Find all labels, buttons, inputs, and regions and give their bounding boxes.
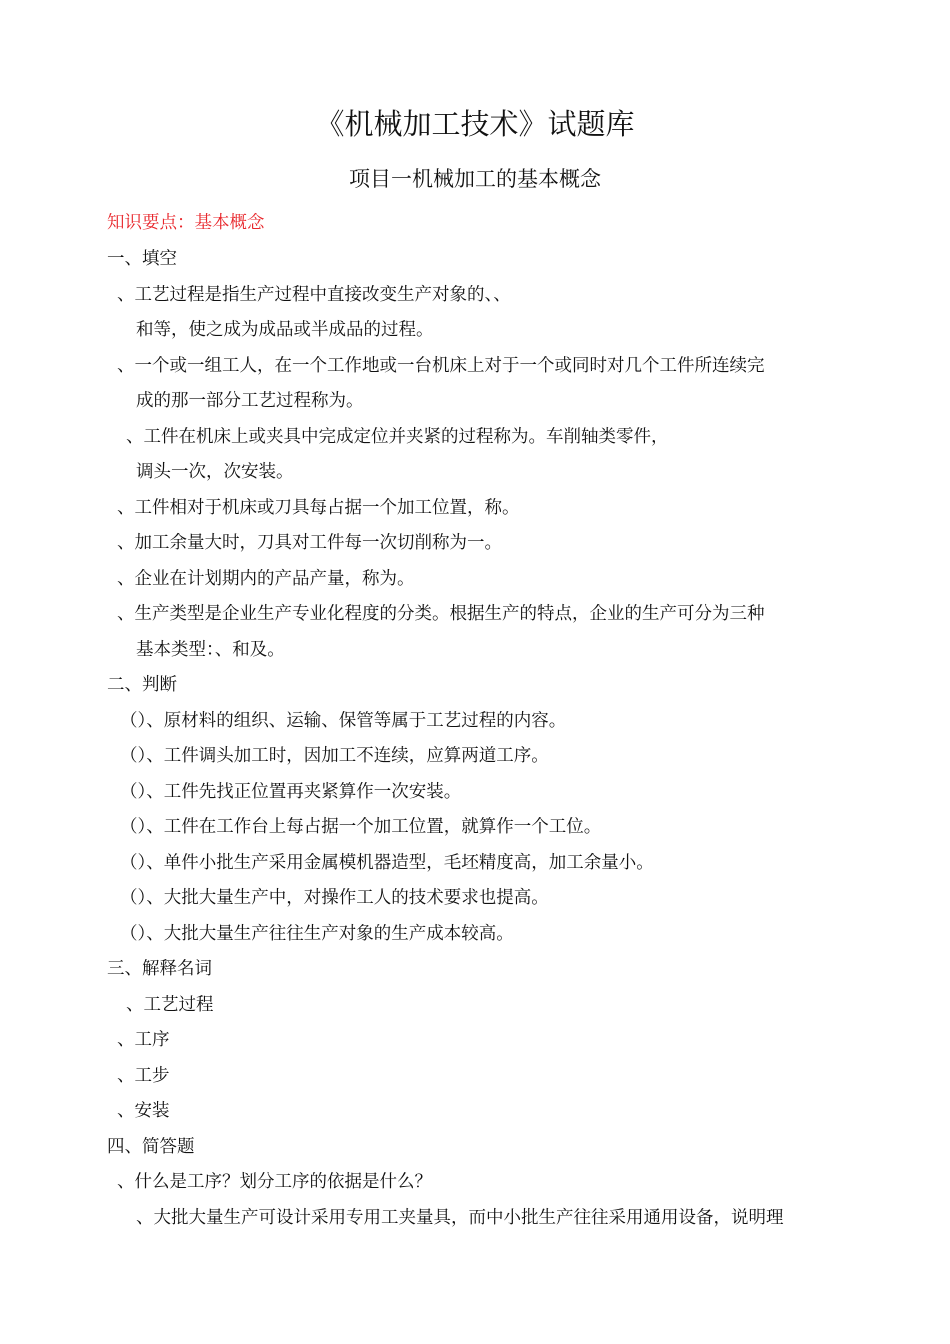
term-item: 、工艺过程 — [126, 995, 214, 1015]
term-item: 、安装 — [117, 1101, 170, 1121]
judgement-item: （）、工件调头加工时，因加工不连续，应算两道工序。 — [120, 746, 549, 766]
fill-question-1-line-2: 和等，使之成为成品或半成品的过程。 — [136, 320, 434, 340]
judgement-item: （）、原材料的组织、运输、保管等属于工艺过程的内容。 — [120, 711, 567, 731]
section-heading-terms: 三、解释名词 — [107, 959, 212, 979]
knowledge-point: 知识要点：基本概念 — [107, 213, 265, 233]
fill-question-4: 、工件相对于机床或刀具每占据一个加工位置，称。 — [117, 498, 520, 518]
fill-question-7-line-1: 、生产类型是企业生产专业化程度的分类。根据生产的特点，企业的生产可分为三种 — [117, 604, 765, 624]
document-title: 《机械加工技术》试题库 — [315, 107, 635, 141]
fill-question-3-line-1: 、工件在机床上或夹具中完成定位并夹紧的过程称为。车削轴类零件， — [126, 427, 669, 447]
section-heading-judgement: 二、判断 — [107, 675, 177, 695]
term-item: 、工序 — [117, 1030, 170, 1050]
fill-question-6: 、企业在计划期内的产品产量，称为。 — [117, 569, 415, 589]
term-item: 、工步 — [117, 1066, 170, 1086]
section-heading-short-answer: 四、简答题 — [107, 1137, 195, 1157]
fill-question-7-line-2: 基本类型：、和及。 — [136, 640, 285, 660]
fill-question-2-line-1: 、一个或一组工人，在一个工作地或一台机床上对于一个或同时对几个工件所连续完 — [117, 356, 765, 376]
fill-question-1-line-1: 、工艺过程是指生产过程中直接改变生产对象的、、 — [117, 285, 511, 305]
judgement-item: （）、大批大量生产中，对操作工人的技术要求也提高。 — [120, 888, 549, 908]
fill-question-5: 、加工余量大时，刀具对工件每一次切削称为一。 — [117, 533, 502, 553]
section-heading-fill-blank: 一、填空 — [107, 249, 177, 269]
short-answer-question-2: 、大批大量生产可设计采用专用工夹量具，而中小批生产往往采用通用设备，说明理 — [136, 1208, 784, 1228]
short-answer-question-1: 、什么是工序？划分工序的依据是什么？ — [117, 1172, 432, 1192]
project-subtitle: 项目一机械加工的基本概念 — [349, 167, 601, 191]
judgement-item: （）、大批大量生产往往生产对象的生产成本较高。 — [120, 924, 514, 944]
judgement-item: （）、工件在工作台上每占据一个加工位置，就算作一个工位。 — [120, 817, 602, 837]
fill-question-3-line-2: 调头一次，次安装。 — [136, 462, 294, 482]
judgement-item: （）、单件小批生产采用金属模机器造型，毛坯精度高，加工余量小。 — [120, 853, 654, 873]
fill-question-2-line-2: 成的那一部分工艺过程称为。 — [136, 391, 364, 411]
judgement-item: （）、工件先找正位置再夹紧算作一次安装。 — [120, 782, 462, 802]
